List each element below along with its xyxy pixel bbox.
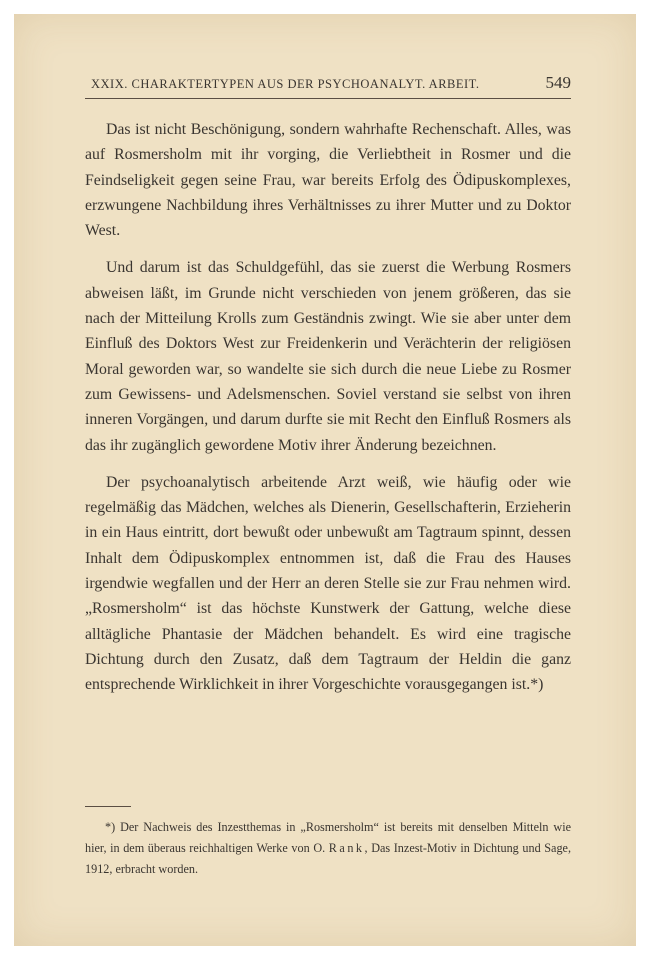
footnote-rule [85, 806, 131, 807]
footnote-author: Rank [328, 841, 365, 855]
footnote-text-before: *) Der Nachweis des Inzestthemas in „Rosmersholm“ ist bereits mit denselben Mitteln wie hier, in dem überaus reichhaltigen Werke von O. [85, 820, 571, 855]
paragraph-2: Und darum ist das Schuldgefühl, das sie zuerst die Werbung Rosmers abweisen läßt, im Grunde nicht verschieden von jenem größeren, das sie nach der Mitteilung Krolls zum Geständnis zwingt. Wie sie aber unter dem Einfluß des Doktors West zur Freidenkerin und Verächterin der religiösen Moral geworden war, so wandelte sie sich durch die neue Liebe zu Rosmer zum Gewissens- und Adelsmenschen. Soviel verstand sie selbst von ihren inneren Vorgängen, und darum durfte sie mit Recht den Einfluß Rosmers als das ihr zugänglich gewordene Motiv ihrer Änderung bezeichnen. [85, 259, 571, 454]
paragraph-3: Der psychoanalytisch arbeitende Arzt weiß, wie häufig oder wie regelmäßig das Mädchen, welches als Dienerin, Gesellschafterin, Erzieherin in ein Haus eintritt, dort bewußt oder unbewußt am Tagtraum spinnt, dessen Inhalt dem Ödipuskomplex entnommen ist, daß die Frau des Hauses irgendwie wegfallen und der Herr an deren Stelle sie zur Frau nehmen wird. „Rosmersholm“ ist das höchste Kunstwerk der Gattung, welche diese alltägliche Phantasie der Mädchen behandelt. Es wird eine tragische Dichtung durch den Zusatz, daß dem Tagtraum der Heldin die ganz entsprechende Wirklichkeit in ihrer Vorgeschichte vorausgegangen ist.*) [85, 473, 571, 694]
paragraph-1: Das ist nicht Beschönigung, sondern wahrhafte Rechenschaft. Alles, was auf Rosmersholm mit ihr vorging, die Verliebtheit in Rosmer und die Feindseligkeit gegen seine Frau, war bereits Erfolg des Ödipuskomplexes, erzwungene Nachbildung ihres Verhältnisses zu ihrer Mutter und zu Doktor West. [85, 121, 571, 240]
page-number: 549 [545, 73, 571, 92]
footnote [85, 817, 571, 880]
running-head: XXIX. CHARAKTERTYPEN AUS DER PSYCHOANALYT. ARBEIT. [91, 77, 480, 91]
page-header [85, 66, 571, 99]
body-text [85, 117, 571, 710]
footnote-text-after: , Das Inzest-Motiv in Dichtung und Sage, 1912, erbracht worden. [85, 841, 572, 876]
